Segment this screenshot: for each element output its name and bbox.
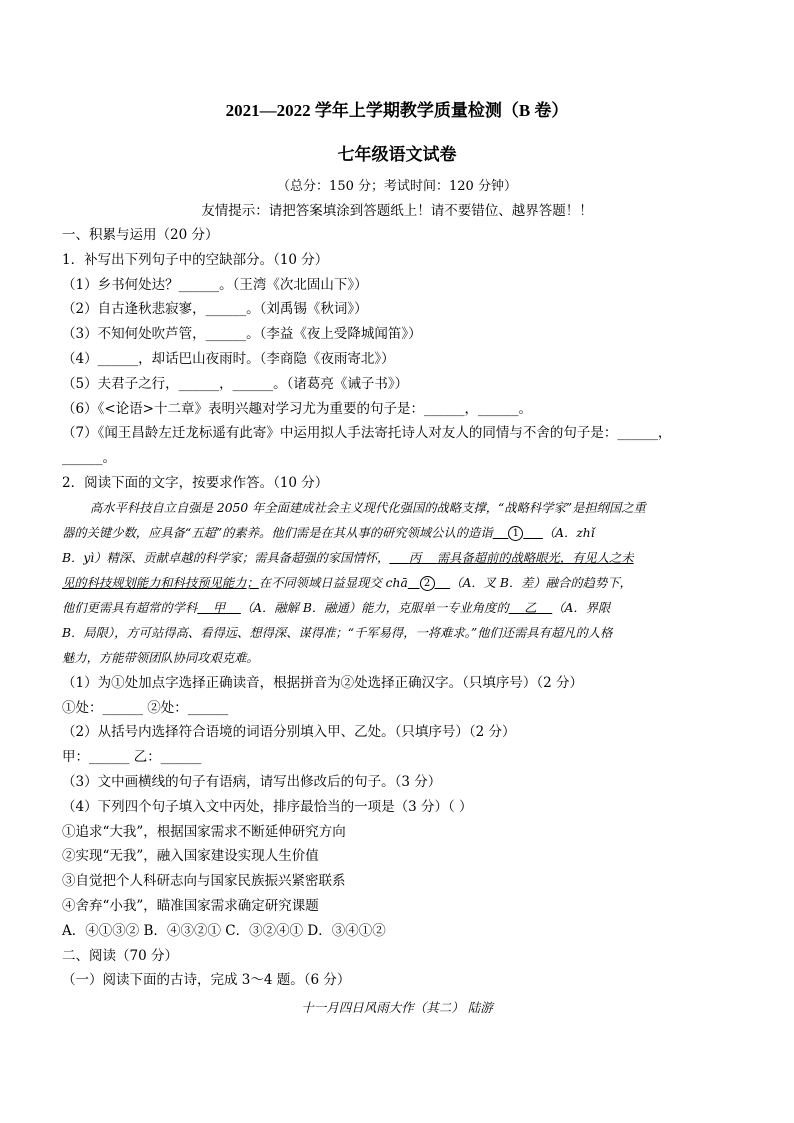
option-sentence: ②实现“无我”，融入国家建设实现人生价值 — [62, 848, 319, 865]
option-sentence: ③自觉把个人科研志向与国家民族振兴紧密联系 — [62, 873, 346, 890]
question-line: （3）不知何处吹芦管，______。（李益《夜上受降城闻笛》） — [62, 326, 422, 343]
passage-line: B．局限），方可站得高、看得远、想得深、谋得准；“千军易得，一将难求。”他们还需具有超凡的人格 — [62, 625, 613, 640]
option-sentence: ④舍弃“小我”，瞄准国家需求确定研究课题 — [62, 897, 319, 914]
section-heading: 一、积累与运用（20 分） — [62, 227, 219, 243]
question-line: （1）乡书何处达？______。（王湾《次北固山下》） — [62, 276, 368, 293]
question-line: （1）为①处加点字选择正确读音，根据拼音为②处选择正确汉字。（只填序号）（2 分） — [62, 674, 583, 691]
passage-line: 魅力，方能带领团队协同攻艰克难。 — [62, 650, 259, 665]
blank-yi: 乙 — [524, 600, 537, 615]
question-line: （一）阅读下面的古诗，完成 3～4 题。（6 分） — [62, 972, 351, 989]
option-sentence: ①追求“大我”，根据国家需求不断延伸研究方向 — [62, 823, 346, 840]
answer-line: ①处：______ ②处：______ — [62, 699, 229, 716]
exam-tip: 友情提示：请把答案填涂到答题纸上！请不要错位、越界答题！！ — [201, 203, 593, 219]
blank-2 — [408, 576, 450, 590]
question-line: （2）自古逢秋悲寂寥，______。（刘禹锡《秋词》） — [62, 301, 368, 318]
question-line: （4）______，却话巴山夜雨时。（李商隐《夜雨寄北》） — [62, 350, 395, 367]
circled-number: 2 — [420, 576, 435, 591]
question-line: （3）文中画横线的句子有语病，请写出修改后的句子。（3 分） — [62, 773, 442, 790]
answer-line: 甲：______ 乙：______ — [62, 749, 202, 766]
poem-title: 十一月四日风雨大作（其二） 陆游 — [301, 1000, 493, 1015]
question-line: 1．补写出下列句子中的空缺部分。（10 分） — [62, 251, 329, 268]
underlined-sentence: 见的科技规划能力和科技预见能力； — [62, 575, 259, 590]
question-line: （5）夫君子之行，______，______。（诸葛亮《诫子书》） — [62, 375, 409, 392]
exam-title: 2021—2022 学年上学期教学质量检测（B 卷） — [225, 101, 569, 120]
section-heading: 二、阅读（70 分） — [62, 947, 178, 964]
question-line: 2．阅读下面的文字，按要求作答。（10 分） — [62, 474, 329, 491]
passage-line: 他们更需具有超常的学科 甲 （A．融解 B．融通）能力，克服单一专业角度的 乙 （A．界限 — [62, 600, 611, 615]
passage-line: 高水平科技自立自强是 2050 年全面建成社会主义现代化强国的战略支撑，“战略科学家”是担纲国之重 — [90, 500, 646, 515]
question-line: ______。 — [62, 450, 116, 467]
question-line: （4）下列四个句子填入文中丙处，排序最恰当的一项是（3 分）（ ） — [62, 798, 473, 815]
question-line: （6）《<论语>十二章》表明兴趣对学习尤为重要的句子是：______，______。 — [62, 400, 532, 417]
exam-content — [62, 223, 734, 993]
exam-meta: （总分：150 分；考试时间：120 分钟） — [277, 179, 517, 194]
underlined-sentence: 需具备超前的战略眼光，有见人之未 — [436, 550, 634, 565]
question-line: （2）从括号内选择符合语境的词语分别填入甲、乙处。（只填序号）（2 分） — [62, 724, 516, 741]
exam-subtitle: 七年级语文试卷 — [337, 145, 457, 165]
question-line: （7）《闻王昌龄左迁龙标遥有此寄》中运用拟人手法寄托诗人对友人的同情与不舍的句子是：______， — [62, 425, 672, 442]
blank-1 — [493, 526, 543, 540]
blank-jia: 甲 — [212, 600, 226, 615]
blank-bing: 丙 — [408, 550, 422, 565]
passage-line: B．yì）精深、贡献卓越的科学家；需具备超强的家国情怀， 丙 需具备超前的战略眼光，有见人之未 — [62, 550, 634, 565]
answer-choices: A．④①③② B．④③②① C．③②④① D．③④①② — [62, 922, 386, 939]
circled-number: 1 — [508, 526, 523, 541]
passage-line: 见的科技规划能力和科技预见能力；在不同领域日益显现交 chā 2 （A．叉 B．差）融合的趋势下， — [62, 575, 632, 590]
passage-line: 器的关键少数，应具备“五超”的素养。他们需是在其从事的研究领域公认的造诣 1 （A．zhǐ — [62, 525, 595, 540]
